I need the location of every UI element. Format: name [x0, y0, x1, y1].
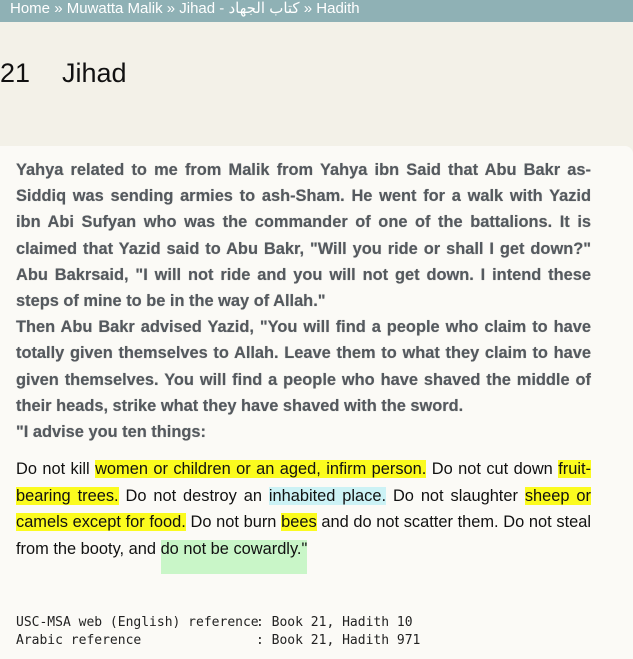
breadcrumb-separator: » — [166, 0, 176, 17]
breadcrumb-book-link[interactable]: Jihad - كتاب الجهاد — [179, 0, 300, 17]
advice-text: Do not kill — [16, 460, 96, 478]
chapter-number: 21 — [0, 58, 31, 88]
advice-text: Do not cut down — [426, 460, 559, 478]
highlight-yellow: women or children or an aged, infirm person. — [95, 460, 427, 478]
highlight-yellow: fruit-bearing trees. — [16, 460, 591, 505]
highlight-yellow: bees — [281, 513, 317, 532]
reference-value: : Book 21, Hadith 10 — [256, 615, 413, 630]
breadcrumb-separator: » — [54, 0, 63, 17]
breadcrumb-collection-link[interactable]: Muwatta Malik — [66, 0, 163, 17]
hadith-advice — [16, 456, 591, 562]
advice-text: Do not burn — [185, 513, 282, 532]
breadcrumb — [0, 0, 633, 22]
hadith-references — [16, 614, 420, 650]
breadcrumb-home-link[interactable]: Home — [10, 0, 51, 17]
chapter-heading — [0, 58, 127, 89]
breadcrumb-separator: » — [303, 0, 313, 17]
highlight-cyan: inhabited place. — [268, 486, 387, 505]
reference-value: : Book 21, Hadith 971 — [256, 633, 421, 648]
advice-text: and do not scatter them. Do not steal from the booty, and — [16, 513, 591, 558]
highlight-green: do not be cowardly." — [161, 540, 308, 574]
chapter-title: Jihad — [62, 58, 127, 88]
reference-label: USC-MSA web (English) reference — [16, 615, 259, 630]
advice-text: Do not slaughter — [386, 486, 525, 505]
reference-row-usc — [16, 614, 420, 632]
narration-paragraph: Yahya related to me from Malik from Yahya ibn Said that Abu Bakr as-Siddiq was sending armies to ash-Sham. He went for a walk with Yazid ibn Abi Sufyan who was the commander of one of the battalions. It is claimed that Yazid said to Abu Bakr, "Will you ride or shall I get down?" Abu Bakrsaid, "I will not ride and you will not get down. I intend these steps of mine to be in the way of Allah." — [16, 161, 591, 311]
hadith-narration — [16, 157, 591, 445]
reference-label: Arabic reference — [16, 633, 142, 648]
advice-text: Do not destroy an — [118, 486, 269, 505]
narration-paragraph: "I advise you ten things: — [16, 423, 206, 442]
breadcrumb-current: Hadith — [316, 0, 360, 17]
reference-row-arabic — [16, 632, 420, 650]
highlight-yellow: sheep or camels except for food. — [16, 486, 591, 532]
narration-paragraph: Then Abu Bakr advised Yazid, "You will find a people who claim to have totally given themselves to Allah. Leave them to what they claim to have given themselves. You will find a people who have shaved the middle of their heads, strike what they have shaved with the sword. — [16, 318, 591, 415]
